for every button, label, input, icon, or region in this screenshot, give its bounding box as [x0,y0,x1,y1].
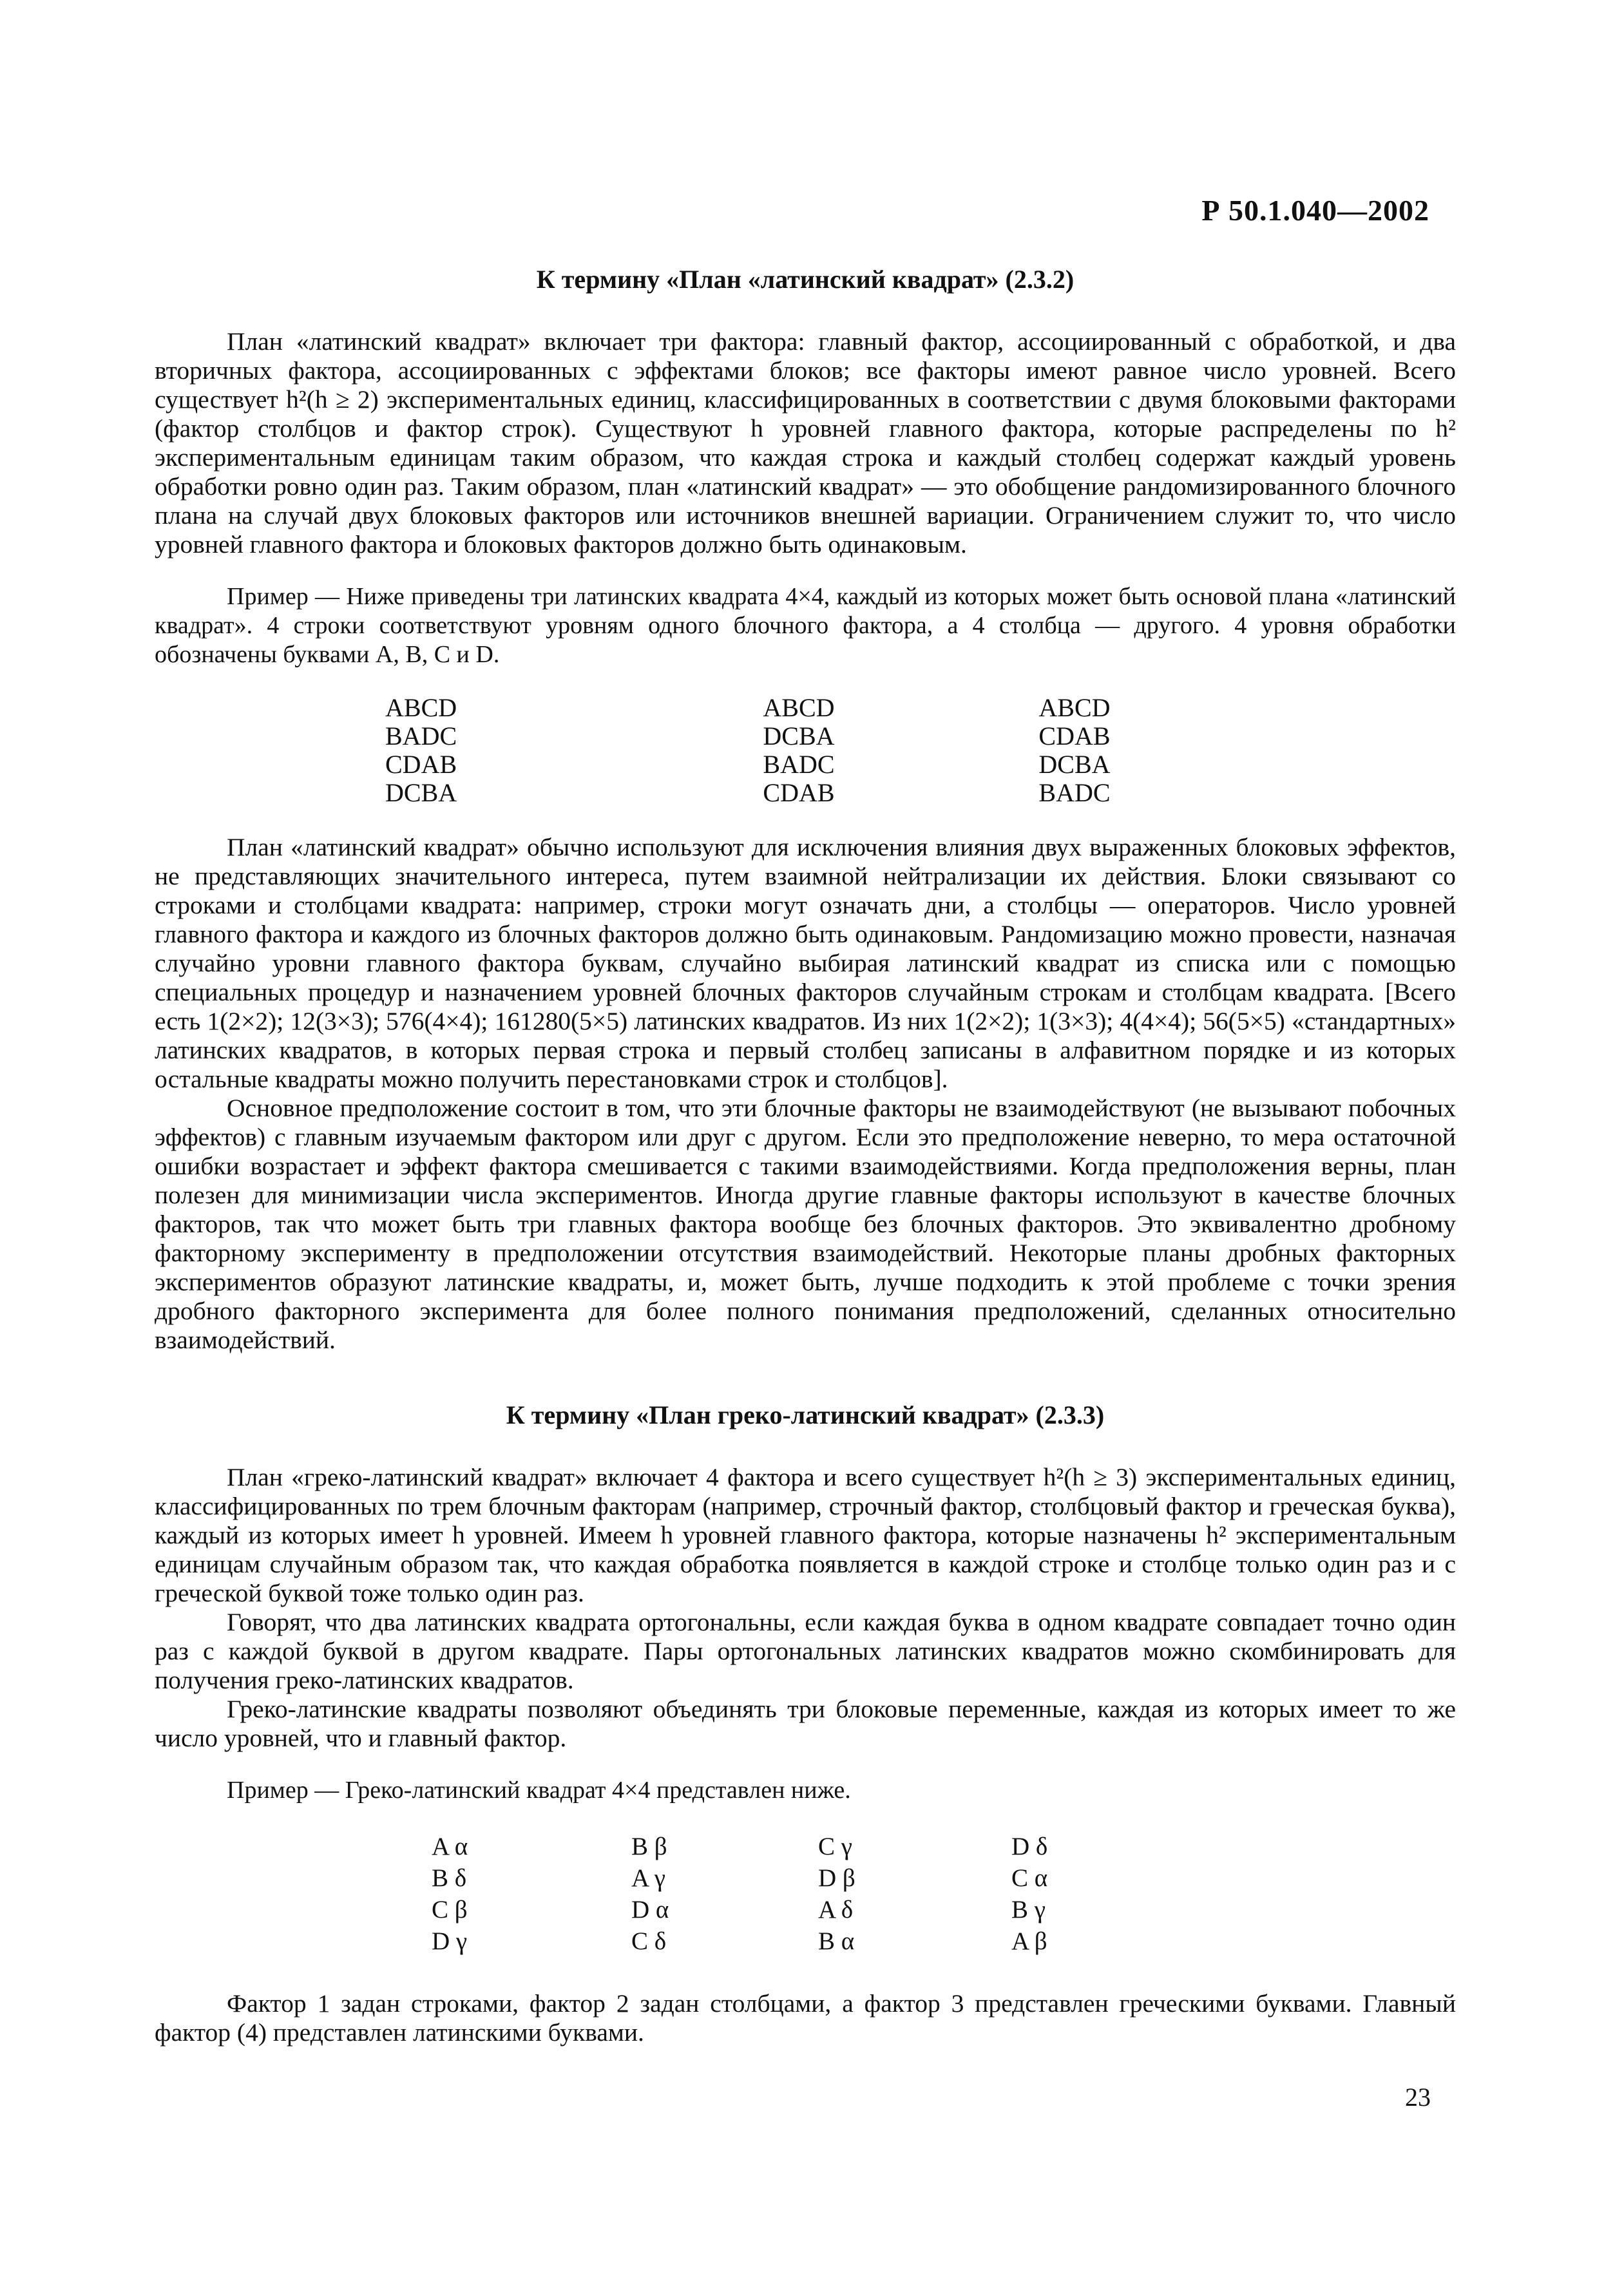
section-heading-latin-square: К термину «План «латинский квадрат» (2.3.2) [536,265,1075,294]
greek-cell: B α [818,1927,855,1955]
paragraph-greco-definition: План «греко-латинский квадрат» включает 4 фактора и всего существует h²(h ≥ 3) экспериментальных единиц, классифицированных по трем блочным факторам (например, строчный фактор, столбцовый фактор и греческая буква), каждый из которых имеет h уровней. Имеем h уровней главного фактора, которые назначены h² экспериментальным единицам случайным образом так, что каждая обработка появляется в каждой строке и столбце только один раз и с греческой буквой тоже только один раз. [155,1463,1456,1607]
example-greco-text: Пример — Греко-латинский квадрат 4×4 представлен ниже. [227,1777,851,1804]
paragraph-latin-usage: План «латинский квадрат» обычно используют для исключения влияния двух выраженных блоковых эффектов, не представляющих значительного интереса, путем взаимной нейтрализации их действия. Блоки связывают со строками и столбцами квадрата: например, строки могут означать дни, а столбцы — операторов. Число уровней главного фактора и каждого из блочных факторов должно быть одинаковым. Рандомизацию можно провести, назначая случайно уровни главного фактора буквам, случайно выбирая латинский квадрат из списка или с помощью специальных процедур и назначением уровней блочных факторов случайным строкам и столбцам квадрата. [Всего есть 1(2×2); 12(3×3); 576(4×4); 161280(5×5) латинских квадратов. Из них 1(2×2); 1(3×3); 4(4×4); 56(5×5) «стандартных» латинских квадратов, в которых первая строка и первый столбец записаны в алфавитном порядке и из которых остальные квадраты можно получить перестановками строк и столбцов]. [155,833,1456,1093]
latin-square-1 [380,694,661,807]
square-row: CDAB [1038,721,1111,750]
latin-square-3 [937,694,1212,807]
square-row: BADC [385,721,457,750]
greek-cell: B δ [432,1864,467,1892]
greek-cell: D β [818,1864,855,1892]
latin-square-2 [661,694,937,807]
greek-cell: B γ [1011,1896,1046,1924]
square-row: ABCD [763,693,835,722]
paragraph-orthogonal: Говорят, что два латинских квадрата ортогональны, если каждая буква в одном квадрате совпадает точно один раз с каждой буквой в другом квадрате. Пары ортогональных латинских квадратов можно скомбинировать для получения греко-латинских квадратов. [155,1608,1456,1694]
square-row: DCBA [763,721,835,750]
document-code: Р 50.1.040—2002 [1201,194,1429,227]
greek-cell: C γ [818,1833,852,1860]
square-row: BADC [763,750,835,779]
square-row: ABCD [385,693,457,722]
paragraph-greco-factors: Фактор 1 задан строками, фактор 2 задан столбцами, а фактор 3 представлен греческими буквами. Главный фактор (4) представлен латинскими буквами. [155,1989,1456,2047]
greek-cell: D γ [432,1927,468,1955]
square-row: DCBA [385,778,457,807]
square-row: ABCD [1038,693,1111,722]
greco-latin-square-table [155,1831,1456,1957]
page-content [155,264,1456,2047]
example-greco [155,1776,1456,1805]
greek-cell: A δ [818,1896,854,1924]
example-latin [155,582,1456,669]
greek-cell: A γ [631,1864,665,1892]
paragraph-latin-assumption: Основное предположение состоит в том, что эти блочные факторы не взаимодействуют (не вызывают побочных эффектов) с главным изучаемым фактором или друг с другом. Если это предположение неверно, то мера остаточной ошибки возрастает и эффект фактора смешивается с такими взаимодействиями. Когда предположения верны, план полезен для минимизации числа экспериментов. Иногда другие главные факторы используют в качестве блочных факторов, так что может быть три главных фактора вообще без блочных факторов. Это эквивалентно дробному факторному эксперименту в предположении отсутствия взаимодействий. Некоторые планы дробных факторных экспериментов образуют латинские квадраты, и, может быть, лучше подходить к этой проблеме с точки зрения дробного факторного эксперимента для более полного понимания предположений, сделанных относительно взаимодействий. [155,1094,1456,1354]
section-heading-greco-latin: К термину «План греко-латинский квадрат» (2.3.3) [506,1400,1105,1429]
greek-cell: A α [432,1833,468,1860]
square-row: CDAB [385,750,457,779]
greek-cell: B β [631,1833,667,1860]
square-row: DCBA [1038,750,1111,779]
square-row: BADC [1038,778,1111,807]
greek-cell: C δ [631,1927,667,1955]
greek-cell: C β [432,1896,468,1924]
greek-cell: C α [1011,1864,1048,1892]
greek-cell: D δ [1011,1833,1048,1860]
greek-cell: A β [1011,1927,1047,1955]
square-row: CDAB [763,778,835,807]
example-latin-text: Пример — Ниже приведены три латинских квадрата 4×4, каждый из которых может быть основой плана «латинский квадрат». 4 строки соответствуют уровням одного блочного фактора, а 4 столбца — другого. 4 уровня обработки обозначены буквами А, В, С и D. [155,583,1456,668]
paragraph-greco-blocks: Греко-латинские квадраты позволяют объединять три блоковые переменные, каждая из которых имеет то же число уровней, что и главный фактор. [155,1695,1456,1752]
page-number: 23 [1405,2083,1431,2112]
paragraph-latin-definition: План «латинский квадрат» включает три фактора: главный фактор, ассоциированный с обработкой, и два вторичных фактора, ассоциированных с эффектами блоков; все факторы имеют равное число уровней. Всего существует h²(h ≥ 2) экспериментальных единиц, классифицированных в соответствии с двумя блоковыми факторами (фактор столбцов и фактор строк). Существуют h уровней главного фактора, которые распределены по h² экспериментальным единицам таким образом, что каждая строка и каждый столбец содержат каждый уровень обработки ровно один раз. Таким образом, план «латинский квадрат» — это обобщение рандомизированного блочного плана на случай двух блоковых факторов или источников внешней вариации. Ограничением служит то, что число уровней главного фактора и блоковых факторов должно быть одинаковым. [155,327,1456,558]
latin-squares-table [155,694,1456,807]
greek-cell: D α [631,1896,669,1924]
